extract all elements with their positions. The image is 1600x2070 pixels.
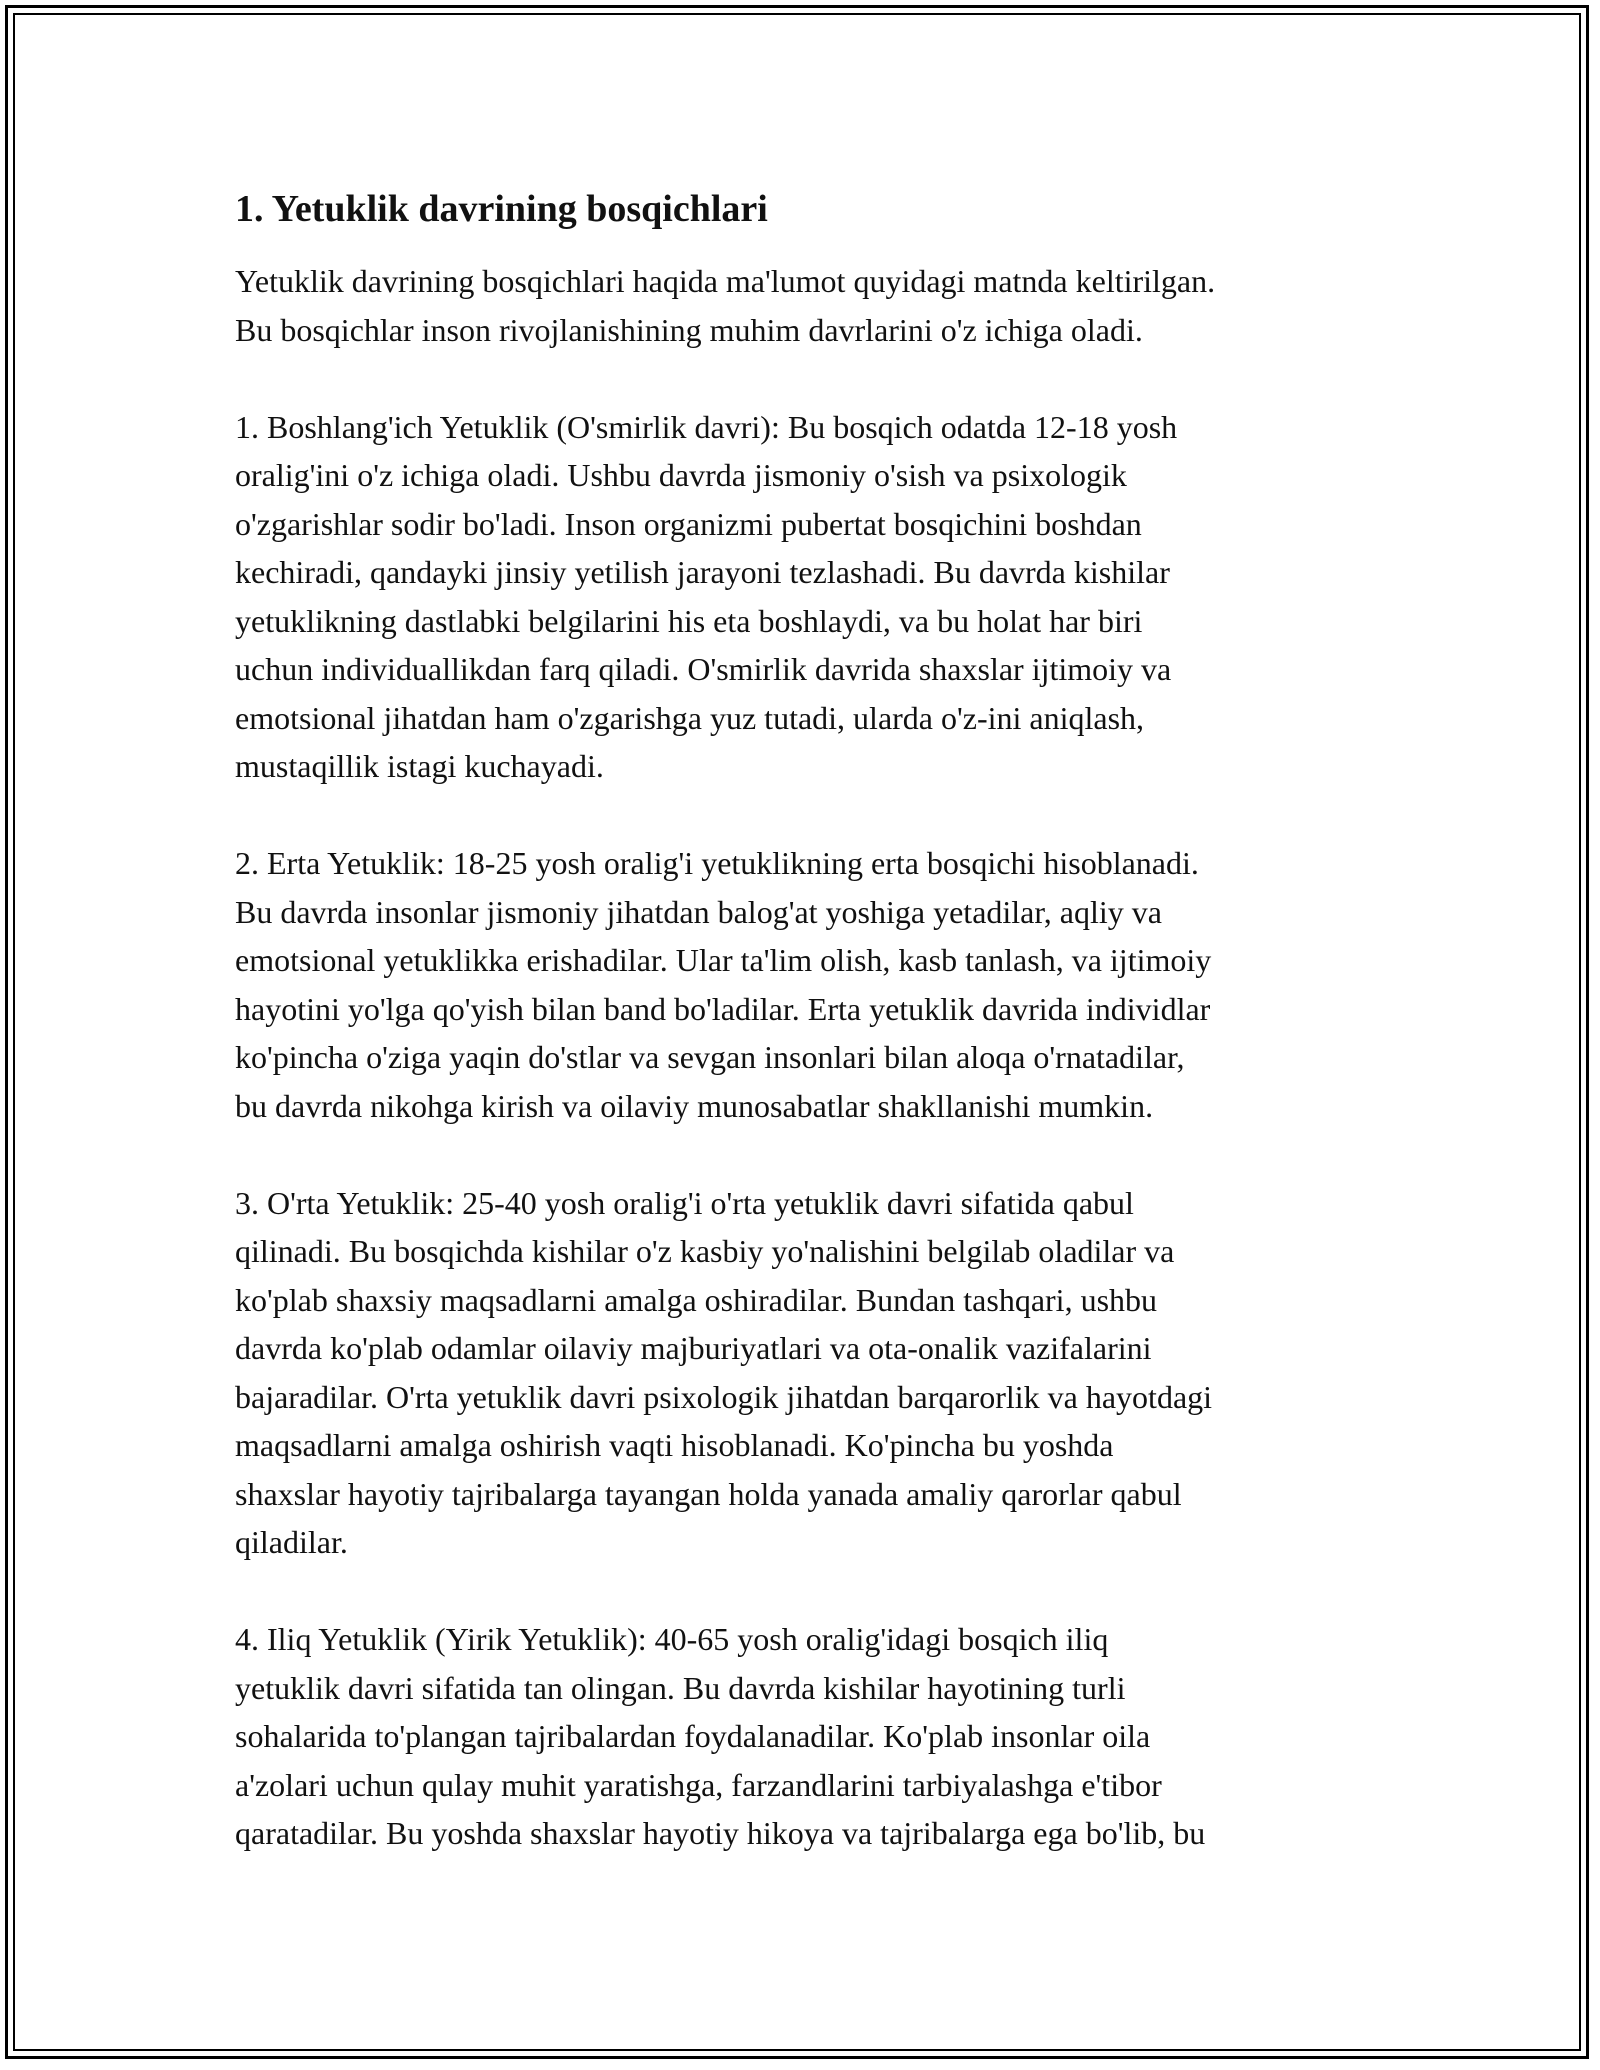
paragraph-line: qaratadilar. Bu yoshda shaxslar hayotiy hikoya va tajribalarga ega bo'lib, bu bbox=[235, 1815, 1206, 1851]
document-body bbox=[235, 185, 1385, 1906]
paragraph bbox=[235, 839, 1385, 1130]
paragraph-line: Bu davrda insonlar jismoniy jihatdan balog'at yoshiga yetadilar, aqliy va bbox=[235, 893, 1162, 930]
paragraph-line: emotsional yetuklikka erishadilar. Ular ta'lim olish, kasb tanlash, va ijtimoiy bbox=[235, 942, 1212, 978]
section-heading: 1. Yetuklik davrining bosqichlari bbox=[235, 188, 768, 230]
paragraph-line: maqsadlarni amalga oshirish vaqti hisoblanadi. Ko'pincha bu yoshda bbox=[235, 1427, 1114, 1463]
paragraph-line: Yetuklik davrining bosqichlari haqida ma'lumot quyidagi matnda keltirilgan. bbox=[235, 263, 1216, 299]
paragraph-line: ko'plab shaxsiy maqsadlarni amalga oshiradilar. Bundan tashqari, ushbu bbox=[235, 1281, 1158, 1318]
paragraph-line: yetuklikning dastlabki belgilarini his eta boshlaydi, va bu holat har biri bbox=[235, 602, 1143, 639]
paragraph-line: yetuklik davri sifatida tan olingan. Bu davrda kishilar hayotining turli bbox=[235, 1669, 1126, 1706]
paragraph bbox=[235, 403, 1385, 791]
paragraph-line: 3. O'rta Yetuklik: 25-40 yosh oralig'i o'rta yetuklik davri sifatida qabul bbox=[235, 1184, 1134, 1221]
paragraph-line: mustaqillik istagi kuchayadi. bbox=[235, 748, 604, 784]
paragraph bbox=[235, 1179, 1385, 1567]
paragraph-line: hayotini yo'lga qo'yish bilan band bo'ladilar. Erta yetuklik davrida individlar bbox=[235, 990, 1211, 1027]
paragraph-line: a'zolari uchun qulay muhit yaratishga, farzandlarini tarbiyalashga e'tibor bbox=[235, 1766, 1162, 1803]
paragraph-line: bajaradilar. O'rta yetuklik davri psixologik jihatdan barqarorlik va hayotdagi bbox=[235, 1378, 1213, 1415]
paragraph-line: o'zgarishlar sodir bo'ladi. Inson organizmi pubertat bosqichini boshdan bbox=[235, 505, 1142, 542]
paragraph-line: emotsional jihatdan ham o'zgarishga yuz tutadi, ularda o'z-ini aniqlash, bbox=[235, 699, 1145, 736]
paragraph-line: 2. Erta Yetuklik: 18-25 yosh oralig'i yetuklikning erta bosqichi hisoblanadi. bbox=[235, 845, 1199, 881]
paragraph bbox=[235, 1615, 1385, 1858]
paragraph bbox=[235, 257, 1385, 354]
paragraph-list bbox=[235, 257, 1385, 1858]
paragraph-line: 4. Iliq Yetuklik (Yirik Yetuklik): 40-65 yosh oralig'idagi bosqich iliq bbox=[235, 1621, 1109, 1657]
paragraph-line: bu davrda nikohga kirish va oilaviy munosabatlar shakllanishi mumkin. bbox=[235, 1087, 1154, 1124]
paragraph-line: qiladilar. bbox=[235, 1524, 348, 1560]
paragraph-line: shaxslar hayotiy tajribalarga tayangan holda yanada amaliy qarorlar qabul bbox=[235, 1475, 1182, 1512]
paragraph-line: davrda ko'plab odamlar oilaviy majburiyatlari va ota-onalik vazifalarini bbox=[235, 1330, 1152, 1366]
paragraph-line: kechiradi, qandayki jinsiy yetilish jarayoni tezlashadi. Bu davrda kishilar bbox=[235, 554, 1170, 590]
paragraph-line: ko'pincha o'ziga yaqin do'stlar va sevgan insonlari bilan aloqa o'rnatadilar, bbox=[235, 1039, 1185, 1075]
paragraph-line: sohalarida to'plangan tajribalardan foydalanadilar. Ko'plab insonlar oila bbox=[235, 1718, 1151, 1754]
paragraph-line: oralig'ini o'z ichiga oladi. Ushbu davrda jismoniy o'sish va psixologik bbox=[235, 457, 1127, 493]
paragraph-line: qilinadi. Bu bosqichda kishilar o'z kasbiy yo'nalishini belgilab oladilar va bbox=[235, 1233, 1175, 1269]
paragraph-line: 1. Boshlang'ich Yetuklik (O'smirlik davri): Bu bosqich odatda 12-18 yosh bbox=[235, 408, 1178, 445]
paragraph-line: Bu bosqichlar inson rivojlanishining muhim davrlarini o'z ichiga oladi. bbox=[235, 311, 1143, 348]
paragraph-line: uchun individuallikdan farq qiladi. O'smirlik davrida shaxslar ijtimoiy va bbox=[235, 651, 1172, 687]
